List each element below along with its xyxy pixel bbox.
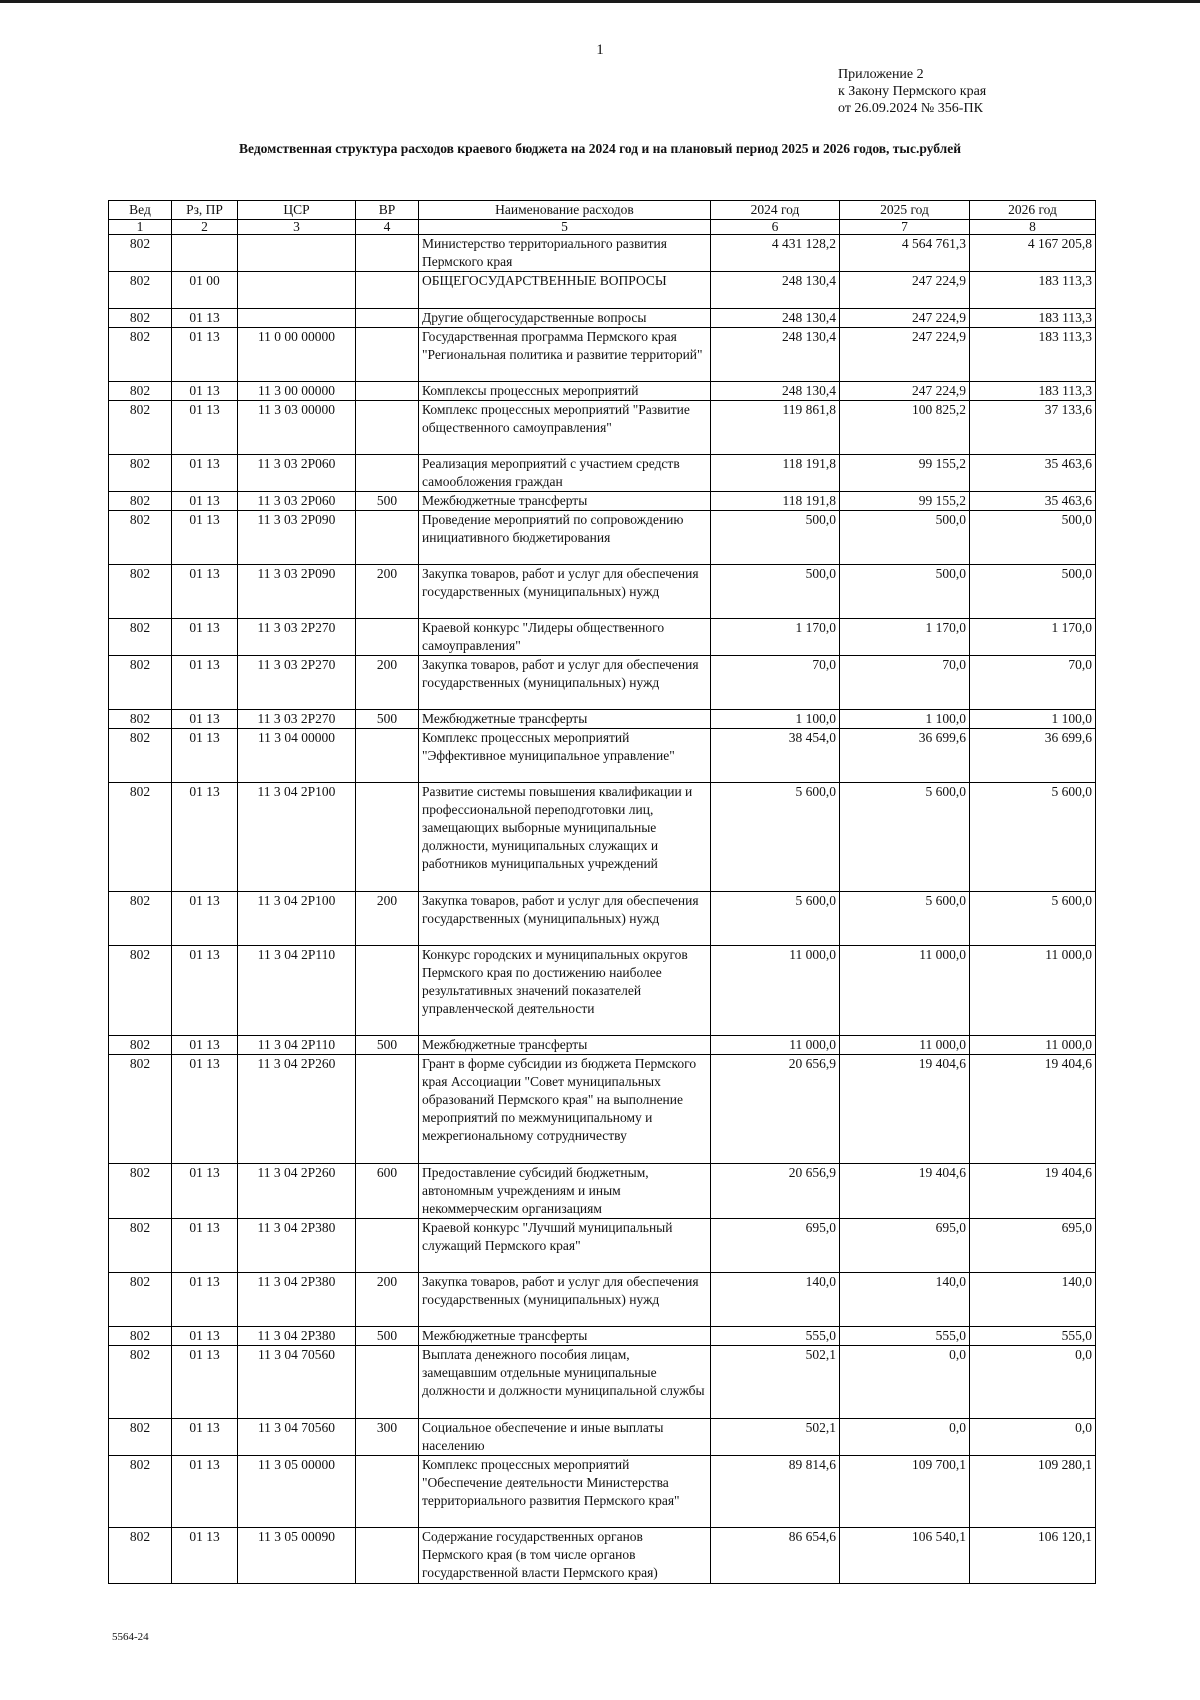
cell-2025: 695,0 xyxy=(840,1219,970,1273)
cell-name: Закупка товаров, работ и услуг для обеспечения государственных (муниципальных) нужд xyxy=(419,565,711,619)
cell-2025: 36 699,6 xyxy=(840,729,970,783)
cell-2024: 20 656,9 xyxy=(711,1055,840,1164)
cell-ved: 802 xyxy=(109,511,172,565)
table-row xyxy=(109,1528,1096,1584)
cell-ved: 802 xyxy=(109,1419,172,1456)
table-row xyxy=(109,401,1096,455)
table-row xyxy=(109,272,1096,309)
cell-2024: 555,0 xyxy=(711,1327,840,1346)
cell-ved: 802 xyxy=(109,710,172,729)
cell-name: Комплекс процессных мероприятий "Эффективное муниципальное управление" xyxy=(419,729,711,783)
table-row xyxy=(109,382,1096,401)
cell-csr: 11 3 04 2Р100 xyxy=(238,783,356,892)
cell-name: Развитие системы повышения квалификации и профессиональной переподготовки лиц, замещающих выборные муниципальные должности, муниципальных служащих и работников муниципальных учреждений xyxy=(419,783,711,892)
table-row xyxy=(109,1273,1096,1327)
cell-csr: 11 3 04 2Р110 xyxy=(238,946,356,1036)
header-2024: 2024 год xyxy=(711,201,840,220)
cell-2025: 19 404,6 xyxy=(840,1055,970,1164)
cell-2024: 11 000,0 xyxy=(711,946,840,1036)
cell-ved: 802 xyxy=(109,946,172,1036)
cell-2026: 500,0 xyxy=(970,511,1096,565)
cell-2024: 502,1 xyxy=(711,1419,840,1456)
table-row xyxy=(109,309,1096,328)
cell-rzpr: 01 13 xyxy=(172,309,238,328)
table-row xyxy=(109,455,1096,492)
column-number: 1 xyxy=(109,220,172,235)
cell-2024: 118 191,8 xyxy=(711,455,840,492)
cell-name: Межбюджетные трансферты xyxy=(419,1036,711,1055)
cell-rzpr: 01 13 xyxy=(172,511,238,565)
cell-2024: 1 170,0 xyxy=(711,619,840,656)
cell-name: Конкурс городских и муниципальных округов Пермского края по достижению наиболее результативных значений показателей управленческой деятельности xyxy=(419,946,711,1036)
cell-2026: 19 404,6 xyxy=(970,1055,1096,1164)
cell-name: Краевой конкурс "Лидеры общественного самоуправления" xyxy=(419,619,711,656)
scan-top-border xyxy=(0,0,1200,3)
cell-2024: 500,0 xyxy=(711,565,840,619)
table-row xyxy=(109,1219,1096,1273)
cell-name: ОБЩЕГОСУДАРСТВЕННЫЕ ВОПРОСЫ xyxy=(419,272,711,309)
cell-name: Межбюджетные трансферты xyxy=(419,1327,711,1346)
table-row xyxy=(109,656,1096,710)
cell-2026: 37 133,6 xyxy=(970,401,1096,455)
cell-csr xyxy=(238,235,356,272)
cell-csr: 11 3 04 2Р380 xyxy=(238,1219,356,1273)
table-row xyxy=(109,729,1096,783)
document-title: Ведомственная структура расходов краевого бюджета на 2024 год и на плановый период 2025 и 2026 годов, тыс.рублей xyxy=(239,141,961,156)
cell-2025: 0,0 xyxy=(840,1346,970,1419)
column-number: 7 xyxy=(840,220,970,235)
cell-csr: 11 3 04 2Р110 xyxy=(238,1036,356,1055)
cell-csr: 11 3 03 2Р090 xyxy=(238,565,356,619)
cell-name: Комплексы процессных мероприятий xyxy=(419,382,711,401)
cell-csr: 11 3 03 2Р060 xyxy=(238,455,356,492)
cell-rzpr: 01 13 xyxy=(172,892,238,946)
cell-rzpr: 01 13 xyxy=(172,1419,238,1456)
cell-name: Предоставление субсидий бюджетным, автономным учреждениям и иным некоммерческим организациям xyxy=(419,1164,711,1219)
cell-vr xyxy=(356,235,419,272)
cell-name: Другие общегосударственные вопросы xyxy=(419,309,711,328)
cell-2024: 4 431 128,2 xyxy=(711,235,840,272)
cell-2025: 500,0 xyxy=(840,565,970,619)
cell-rzpr: 01 13 xyxy=(172,1528,238,1584)
table-row xyxy=(109,783,1096,892)
header-2025: 2025 год xyxy=(840,201,970,220)
cell-ved: 802 xyxy=(109,565,172,619)
cell-2025: 247 224,9 xyxy=(840,309,970,328)
cell-vr: 200 xyxy=(356,892,419,946)
cell-2026: 36 699,6 xyxy=(970,729,1096,783)
column-number: 8 xyxy=(970,220,1096,235)
cell-csr: 11 0 00 00000 xyxy=(238,328,356,382)
cell-2026: 109 280,1 xyxy=(970,1456,1096,1528)
cell-2024: 1 100,0 xyxy=(711,710,840,729)
cell-2026: 106 120,1 xyxy=(970,1528,1096,1584)
cell-vr xyxy=(356,455,419,492)
cell-ved: 802 xyxy=(109,892,172,946)
budget-table xyxy=(108,200,1096,1584)
cell-ved: 802 xyxy=(109,1273,172,1327)
cell-ved: 802 xyxy=(109,309,172,328)
column-number: 5 xyxy=(419,220,711,235)
cell-vr: 500 xyxy=(356,492,419,511)
cell-ved: 802 xyxy=(109,492,172,511)
cell-rzpr: 01 13 xyxy=(172,565,238,619)
cell-csr: 11 3 04 2Р260 xyxy=(238,1055,356,1164)
cell-vr xyxy=(356,328,419,382)
cell-rzpr: 01 13 xyxy=(172,1456,238,1528)
header-rzpr: Рз, ПР xyxy=(172,201,238,220)
cell-name: Закупка товаров, работ и услуг для обеспечения государственных (муниципальных) нужд xyxy=(419,1273,711,1327)
cell-csr: 11 3 04 2Р380 xyxy=(238,1327,356,1346)
cell-2026: 19 404,6 xyxy=(970,1164,1096,1219)
cell-2024: 140,0 xyxy=(711,1273,840,1327)
cell-vr xyxy=(356,619,419,656)
table-row xyxy=(109,1036,1096,1055)
cell-2025: 11 000,0 xyxy=(840,1036,970,1055)
cell-2025: 5 600,0 xyxy=(840,892,970,946)
cell-ved: 802 xyxy=(109,272,172,309)
cell-name: Социальное обеспечение и иные выплаты населению xyxy=(419,1419,711,1456)
cell-csr xyxy=(238,309,356,328)
cell-2024: 86 654,6 xyxy=(711,1528,840,1584)
column-number: 2 xyxy=(172,220,238,235)
cell-2025: 247 224,9 xyxy=(840,328,970,382)
cell-ved: 802 xyxy=(109,455,172,492)
cell-2025: 99 155,2 xyxy=(840,492,970,511)
cell-2024: 119 861,8 xyxy=(711,401,840,455)
cell-csr: 11 3 03 2Р090 xyxy=(238,511,356,565)
cell-2025: 0,0 xyxy=(840,1419,970,1456)
cell-2025: 140,0 xyxy=(840,1273,970,1327)
cell-2024: 248 130,4 xyxy=(711,328,840,382)
cell-2024: 248 130,4 xyxy=(711,272,840,309)
budget-table-wrapper xyxy=(108,200,1096,1584)
cell-rzpr: 01 13 xyxy=(172,401,238,455)
cell-rzpr: 01 13 xyxy=(172,656,238,710)
table-row xyxy=(109,492,1096,511)
cell-vr xyxy=(356,1219,419,1273)
cell-rzpr: 01 13 xyxy=(172,1346,238,1419)
cell-2026: 555,0 xyxy=(970,1327,1096,1346)
appendix-line-2: к Закону Пермского края xyxy=(838,84,987,99)
document-code: 5564-24 xyxy=(112,1631,149,1643)
cell-csr: 11 3 05 00000 xyxy=(238,1456,356,1528)
cell-2025: 247 224,9 xyxy=(840,382,970,401)
budget-table-body xyxy=(109,201,1096,1584)
cell-rzpr xyxy=(172,235,238,272)
cell-2026: 183 113,3 xyxy=(970,272,1096,309)
cell-ved: 802 xyxy=(109,235,172,272)
cell-ved: 802 xyxy=(109,1036,172,1055)
cell-rzpr: 01 13 xyxy=(172,1219,238,1273)
cell-rzpr: 01 13 xyxy=(172,729,238,783)
table-row xyxy=(109,892,1096,946)
cell-2025: 106 540,1 xyxy=(840,1528,970,1584)
cell-2025: 70,0 xyxy=(840,656,970,710)
cell-name: Проведение мероприятий по сопровождению инициативного бюджетирования xyxy=(419,511,711,565)
header-2026: 2026 год xyxy=(970,201,1096,220)
table-row xyxy=(109,710,1096,729)
table-row xyxy=(109,235,1096,272)
cell-2026: 35 463,6 xyxy=(970,492,1096,511)
cell-2024: 11 000,0 xyxy=(711,1036,840,1055)
cell-ved: 802 xyxy=(109,783,172,892)
column-number-row xyxy=(109,220,1096,235)
cell-ved: 802 xyxy=(109,656,172,710)
cell-vr: 500 xyxy=(356,1327,419,1346)
cell-2026: 183 113,3 xyxy=(970,328,1096,382)
cell-name: Государственная программа Пермского края "Региональная политика и развитие территорий" xyxy=(419,328,711,382)
cell-2025: 555,0 xyxy=(840,1327,970,1346)
table-row xyxy=(109,946,1096,1036)
cell-2024: 502,1 xyxy=(711,1346,840,1419)
cell-ved: 802 xyxy=(109,401,172,455)
cell-ved: 802 xyxy=(109,1528,172,1584)
cell-2026: 4 167 205,8 xyxy=(970,235,1096,272)
appendix-line-1: Приложение 2 xyxy=(838,67,924,82)
cell-rzpr: 01 13 xyxy=(172,946,238,1036)
cell-2024: 89 814,6 xyxy=(711,1456,840,1528)
cell-vr xyxy=(356,1456,419,1528)
cell-2026: 11 000,0 xyxy=(970,946,1096,1036)
cell-rzpr: 01 13 xyxy=(172,710,238,729)
cell-rzpr: 01 13 xyxy=(172,1327,238,1346)
cell-vr xyxy=(356,783,419,892)
cell-csr: 11 3 03 2Р060 xyxy=(238,492,356,511)
cell-2025: 5 600,0 xyxy=(840,783,970,892)
cell-2026: 0,0 xyxy=(970,1346,1096,1419)
header-row xyxy=(109,201,1096,220)
cell-ved: 802 xyxy=(109,328,172,382)
cell-csr: 11 3 03 2Р270 xyxy=(238,619,356,656)
cell-name: Министерство территориального развития Пермского края xyxy=(419,235,711,272)
cell-name: Реализация мероприятий с участием средств самообложения граждан xyxy=(419,455,711,492)
cell-2025: 1 100,0 xyxy=(840,710,970,729)
cell-rzpr: 01 13 xyxy=(172,1055,238,1164)
cell-ved: 802 xyxy=(109,1456,172,1528)
table-row xyxy=(109,1346,1096,1419)
cell-vr: 500 xyxy=(356,1036,419,1055)
cell-2024: 248 130,4 xyxy=(711,382,840,401)
cell-rzpr: 01 13 xyxy=(172,382,238,401)
cell-rzpr: 01 13 xyxy=(172,1164,238,1219)
cell-2026: 140,0 xyxy=(970,1273,1096,1327)
cell-2026: 1 170,0 xyxy=(970,619,1096,656)
cell-csr: 11 3 00 00000 xyxy=(238,382,356,401)
table-row xyxy=(109,1419,1096,1456)
header-vr: ВР xyxy=(356,201,419,220)
cell-vr: 500 xyxy=(356,710,419,729)
cell-ved: 802 xyxy=(109,1346,172,1419)
table-row xyxy=(109,1327,1096,1346)
cell-2026: 0,0 xyxy=(970,1419,1096,1456)
cell-csr: 11 3 04 00000 xyxy=(238,729,356,783)
cell-2025: 99 155,2 xyxy=(840,455,970,492)
table-row xyxy=(109,1456,1096,1528)
column-number: 3 xyxy=(238,220,356,235)
cell-vr xyxy=(356,1346,419,1419)
cell-2026: 183 113,3 xyxy=(970,382,1096,401)
appendix-reference xyxy=(838,66,986,117)
cell-2024: 248 130,4 xyxy=(711,309,840,328)
cell-vr: 200 xyxy=(356,656,419,710)
cell-2024: 500,0 xyxy=(711,511,840,565)
cell-rzpr: 01 13 xyxy=(172,783,238,892)
cell-vr xyxy=(356,1055,419,1164)
appendix-line-3: от 26.09.2024 № 356-ПК xyxy=(838,101,983,116)
cell-name: Выплата денежного пособия лицам, замещавшим отдельные муниципальные должности и должности муниципальной службы xyxy=(419,1346,711,1419)
cell-2025: 19 404,6 xyxy=(840,1164,970,1219)
cell-csr: 11 3 05 00090 xyxy=(238,1528,356,1584)
header-ved: Вед xyxy=(109,201,172,220)
cell-2026: 500,0 xyxy=(970,565,1096,619)
table-row xyxy=(109,328,1096,382)
table-row xyxy=(109,1164,1096,1219)
cell-name: Закупка товаров, работ и услуг для обеспечения государственных (муниципальных) нужд xyxy=(419,892,711,946)
cell-rzpr: 01 00 xyxy=(172,272,238,309)
cell-csr: 11 3 03 2Р270 xyxy=(238,710,356,729)
cell-2026: 183 113,3 xyxy=(970,309,1096,328)
cell-csr: 11 3 04 70560 xyxy=(238,1346,356,1419)
cell-2026: 70,0 xyxy=(970,656,1096,710)
cell-csr: 11 3 03 00000 xyxy=(238,401,356,455)
cell-2024: 695,0 xyxy=(711,1219,840,1273)
cell-vr xyxy=(356,1528,419,1584)
cell-2026: 5 600,0 xyxy=(970,783,1096,892)
cell-2026: 5 600,0 xyxy=(970,892,1096,946)
cell-name: Грант в форме субсидии из бюджета Пермского края Ассоциации "Совет муниципальных образований Пермского края" на выполнение мероприятий по межмуниципальному и межрегиональному сотрудничеству xyxy=(419,1055,711,1164)
cell-rzpr: 01 13 xyxy=(172,1036,238,1055)
cell-csr: 11 3 03 2Р270 xyxy=(238,656,356,710)
cell-vr xyxy=(356,401,419,455)
cell-name: Содержание государственных органов Пермского края (в том числе органов государственной власти Пермского края) xyxy=(419,1528,711,1584)
cell-2026: 695,0 xyxy=(970,1219,1096,1273)
cell-vr: 600 xyxy=(356,1164,419,1219)
cell-vr: 200 xyxy=(356,565,419,619)
cell-vr: 200 xyxy=(356,1273,419,1327)
cell-vr xyxy=(356,729,419,783)
cell-2024: 20 656,9 xyxy=(711,1164,840,1219)
table-row xyxy=(109,565,1096,619)
cell-2025: 11 000,0 xyxy=(840,946,970,1036)
table-row xyxy=(109,619,1096,656)
cell-csr: 11 3 04 2Р260 xyxy=(238,1164,356,1219)
cell-name: Комплекс процессных мероприятий "Обеспечение деятельности Министерства территориального развития Пермского края" xyxy=(419,1456,711,1528)
cell-vr: 300 xyxy=(356,1419,419,1456)
cell-vr xyxy=(356,272,419,309)
cell-vr xyxy=(356,511,419,565)
cell-2025: 4 564 761,3 xyxy=(840,235,970,272)
cell-2026: 11 000,0 xyxy=(970,1036,1096,1055)
cell-2024: 5 600,0 xyxy=(711,892,840,946)
cell-name: Межбюджетные трансферты xyxy=(419,492,711,511)
cell-csr: 11 3 04 2Р380 xyxy=(238,1273,356,1327)
cell-csr xyxy=(238,272,356,309)
table-row xyxy=(109,1055,1096,1164)
cell-ved: 802 xyxy=(109,1164,172,1219)
cell-name: Межбюджетные трансферты xyxy=(419,710,711,729)
header-name: Наименование расходов xyxy=(419,201,711,220)
cell-rzpr: 01 13 xyxy=(172,1273,238,1327)
cell-name: Комплекс процессных мероприятий "Развитие общественного самоуправления" xyxy=(419,401,711,455)
cell-2025: 1 170,0 xyxy=(840,619,970,656)
cell-vr xyxy=(356,946,419,1036)
column-number: 6 xyxy=(711,220,840,235)
cell-vr xyxy=(356,309,419,328)
cell-2025: 100 825,2 xyxy=(840,401,970,455)
cell-rzpr: 01 13 xyxy=(172,455,238,492)
cell-rzpr: 01 13 xyxy=(172,328,238,382)
cell-2024: 70,0 xyxy=(711,656,840,710)
cell-ved: 802 xyxy=(109,1055,172,1164)
cell-2025: 500,0 xyxy=(840,511,970,565)
cell-2025: 247 224,9 xyxy=(840,272,970,309)
cell-ved: 802 xyxy=(109,619,172,656)
cell-vr xyxy=(356,382,419,401)
column-number: 4 xyxy=(356,220,419,235)
cell-2024: 118 191,8 xyxy=(711,492,840,511)
cell-2025: 109 700,1 xyxy=(840,1456,970,1528)
table-row xyxy=(109,511,1096,565)
cell-rzpr: 01 13 xyxy=(172,619,238,656)
cell-2026: 35 463,6 xyxy=(970,455,1096,492)
cell-2024: 38 454,0 xyxy=(711,729,840,783)
cell-ved: 802 xyxy=(109,382,172,401)
cell-ved: 802 xyxy=(109,1327,172,1346)
cell-2024: 5 600,0 xyxy=(711,783,840,892)
cell-ved: 802 xyxy=(109,729,172,783)
cell-ved: 802 xyxy=(109,1219,172,1273)
cell-csr: 11 3 04 2Р100 xyxy=(238,892,356,946)
page-number: 1 xyxy=(596,42,604,58)
cell-2026: 1 100,0 xyxy=(970,710,1096,729)
cell-csr: 11 3 04 70560 xyxy=(238,1419,356,1456)
cell-rzpr: 01 13 xyxy=(172,492,238,511)
cell-name: Краевой конкурс "Лучший муниципальный служащий Пермского края" xyxy=(419,1219,711,1273)
cell-name: Закупка товаров, работ и услуг для обеспечения государственных (муниципальных) нужд xyxy=(419,656,711,710)
header-csr: ЦСР xyxy=(238,201,356,220)
